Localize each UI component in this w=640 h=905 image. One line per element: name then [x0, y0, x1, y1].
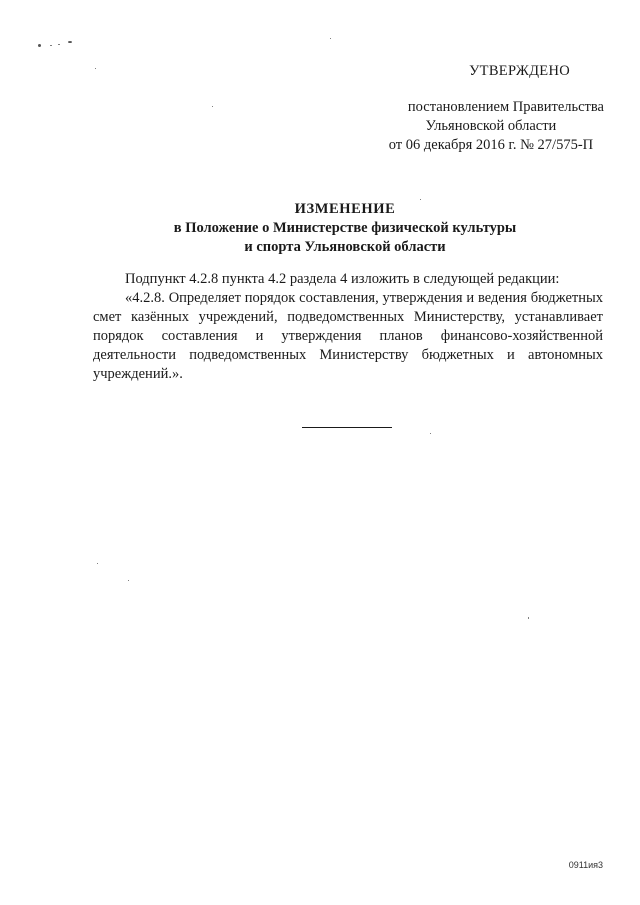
separator-line: [302, 427, 392, 428]
title-line-3: и спорта Ульяновской области: [244, 239, 446, 255]
document-title: [0, 200, 640, 257]
approval-resolution: постановлением Правительства: [407, 99, 604, 115]
document-code: 0911ия3: [568, 860, 603, 870]
scan-speck: [50, 45, 52, 46]
title-heading: ИЗМЕНЕНИЕ: [294, 201, 396, 217]
title-line-2: в Положение о Министерстве физической культуры: [173, 220, 517, 236]
scan-speck: [97, 563, 98, 564]
scan-speck: [330, 38, 331, 39]
body-paragraph-1: Подпункт 4.2.8 пункта 4.2 раздела 4 изложить в следующей редакции:: [125, 271, 560, 287]
approved-label: УТВЕРЖДЕНО: [469, 63, 570, 79]
scan-speck: [95, 68, 96, 69]
scan-speck: [38, 44, 41, 47]
body-paragraph-2: «4.2.8. Определяет порядок составления, утверждения и ведения бюджетных смет казённых учреждений, подведомственных Министерству, устанавливает порядок составления и утверждения планов финансово-хозяйственной деятельности подведомственных Министерству бюджетных и автономных учреждений.».: [93, 290, 603, 382]
approval-date-number: от 06 декабря 2016 г. № 27/575-П: [388, 137, 594, 153]
scan-speck: [212, 106, 213, 107]
scan-speck: [68, 41, 72, 43]
scan-speck: [430, 433, 431, 434]
scan-speck: [528, 617, 529, 619]
approval-region: Ульяновской области: [425, 118, 557, 134]
document-body: [93, 270, 603, 384]
scan-speck: [58, 44, 60, 45]
approval-details: [378, 98, 604, 155]
scan-speck: [128, 580, 129, 581]
